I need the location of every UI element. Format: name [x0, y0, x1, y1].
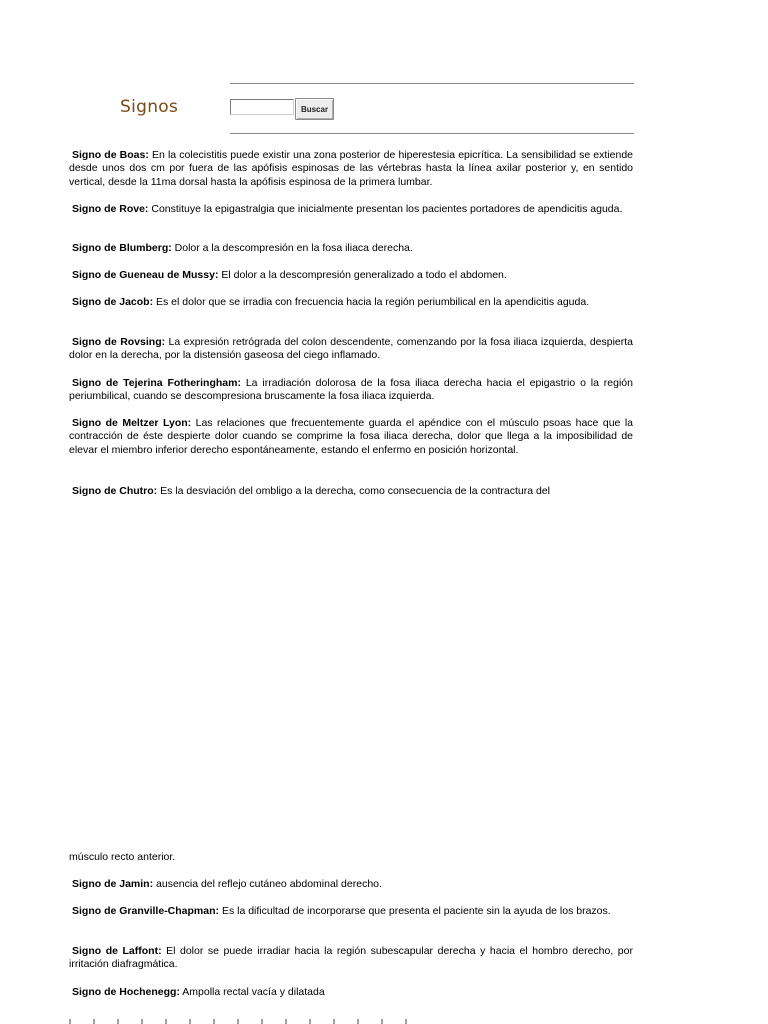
search-input[interactable] — [230, 99, 294, 115]
sign-term: Signo de Chutro: — [72, 485, 158, 497]
sign-entry — [69, 336, 633, 363]
sign-description: Dolor a la descompresión en la fosa iliaca derecha. — [174, 242, 413, 254]
sign-term: Signo de Granville-Chapman: — [72, 905, 220, 917]
sign-entry — [69, 377, 633, 404]
sign-term: Signo de Blumberg: — [72, 242, 172, 254]
sign-description: La expresión retrógrada del colon descendente, comenzando por la fosa iliaca izquierda, despierta dolor en la derecha, por la distensión gaseosa del ciego inflamado. — [69, 336, 634, 362]
sign-description: El dolor se puede irradiar hacia la región subescapular derecha y hacia el hombro derecho, por irritación diafragmática. — [69, 945, 633, 971]
sign-term: Signo de Gueneau de Mussy: — [72, 269, 219, 281]
sign-term: Signo de Boas: — [72, 149, 149, 161]
sign-entry — [69, 296, 633, 309]
sign-description: Es la dificultad de incorporarse que presenta el paciente sin la ayuda de los brazos. — [221, 905, 611, 917]
sign-term: Signo de Rovsing: — [72, 336, 166, 348]
sign-term: Signo de Jacob: — [72, 296, 154, 308]
sign-entry — [69, 203, 633, 216]
sign-description: Es la desviación del ombligo a la derecha, como consecuencia de la contractura del — [160, 485, 550, 497]
sign-term: Signo de Hochenegg: — [72, 986, 180, 998]
cut-off-text-line — [69, 1019, 409, 1024]
sign-entry — [69, 417, 633, 457]
header-top-rule — [230, 83, 634, 84]
sign-description: Constituye la epigastralgia que inicialmente presentan los pacientes portadores de apendicitis aguda. — [151, 203, 623, 215]
sign-entry — [69, 242, 633, 255]
sign-entry — [69, 986, 633, 999]
sign-term: Signo de Tejerina Fotheringham: — [72, 377, 241, 389]
sign-term: Signo de Rove: — [72, 203, 149, 215]
header-bottom-rule — [230, 133, 634, 134]
sign-entry — [69, 485, 633, 498]
sign-entry — [69, 149, 633, 189]
continuation-text: músculo recto anterior. — [69, 851, 176, 863]
sign-description: Es el dolor que se irradia con frecuencia hacia la región periumbilical en la apendicitis aguda. — [156, 296, 590, 308]
sign-description: En la colecistitis puede existir una zona posterior de hiperestesia epicrítica. La sensibilidad se extiende desde unos dos cm por fuera de las apófisis espinosas de las vértebras hasta la línea axilar posterior y, en sentido vertical, desde la 11ma dorsal hasta la apófisis espinosa de la primera lumbar. — [69, 149, 633, 188]
sign-entry — [69, 905, 633, 918]
sign-description: Ampolla rectal vacía y dilatada — [182, 986, 325, 998]
sign-description: ausencia del reflejo cutáneo abdominal derecho. — [156, 878, 382, 890]
page-title: Signos — [120, 97, 179, 117]
sign-entry — [69, 945, 633, 972]
sign-term: Signo de Laffont: — [72, 945, 162, 957]
sign-description: Las relaciones que frecuentemente guarda el apéndice con el músculo psoas hace que la contracción de éste despierte dolor cuando se comprime la fosa iliaca derecha, dolor que llega a la imposibilidad de elevar el miembro inferior derecho espontáneamente, estando el enfermo en posición horizontal. — [69, 417, 633, 456]
search-button[interactable]: Buscar — [295, 98, 334, 120]
sign-term: Signo de Meltzer Lyon: — [72, 417, 192, 429]
sign-entry — [69, 269, 633, 282]
sign-term: Signo de Jamin: — [72, 878, 154, 890]
sign-description: La irradiación dolorosa de la fosa iliaca derecha hacia el epigastrio o la región periumbilical, cuando se descompresiona bruscamente la fosa iliaca izquierda. — [69, 377, 633, 403]
sign-description: El dolor a la descompresión generalizado a todo el abdomen. — [221, 269, 507, 281]
sign-entry — [69, 878, 633, 891]
